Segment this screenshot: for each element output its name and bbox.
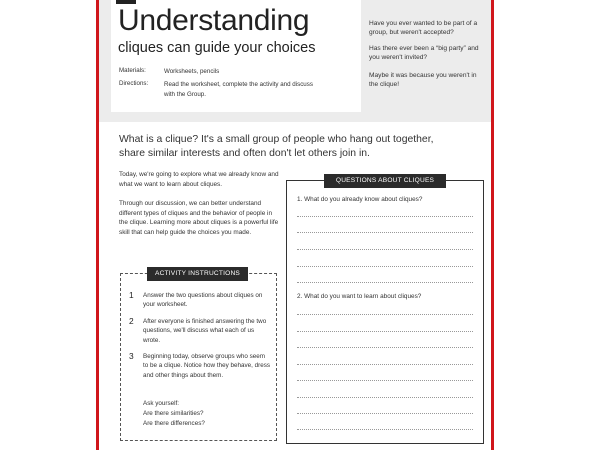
materials-label: Materials: bbox=[119, 67, 146, 74]
right-red-border bbox=[491, 0, 494, 450]
directions-value: Read the worksheet, complete the activity and discuss with the Group. bbox=[164, 81, 313, 98]
directions-label: Directions: bbox=[119, 80, 149, 87]
step-number-3: 3 bbox=[129, 351, 134, 361]
step-text-3: Beginning today, observe groups who seem to be a clique. Notice how they behave, dress and other things about them. bbox=[143, 353, 271, 379]
ask-yourself-label: Ask yourself: bbox=[143, 400, 180, 407]
side-question-2: Has there ever been a “big party” and you weren't invited? bbox=[369, 45, 479, 62]
questions-box bbox=[286, 180, 484, 444]
answer-line[interactable] bbox=[297, 266, 473, 267]
answer-line[interactable] bbox=[297, 282, 473, 283]
answer-line[interactable] bbox=[297, 314, 473, 315]
answer-line[interactable] bbox=[297, 364, 473, 365]
question-2: 2. What do you want to learn about cliques? bbox=[297, 293, 422, 300]
ask-question-2: Are there differences? bbox=[143, 420, 205, 427]
page-subtitle: cliques can guide your choices bbox=[118, 40, 316, 56]
side-question-1: Have you ever wanted to be part of a group, but weren't accepted? bbox=[369, 20, 478, 37]
intro-text: What is a clique? It's a small group of people who hang out together, share similar interests and often don't let others join in. bbox=[119, 134, 434, 159]
answer-line[interactable] bbox=[297, 429, 473, 430]
answer-line[interactable] bbox=[297, 216, 473, 217]
step-number-2: 2 bbox=[129, 316, 134, 326]
page-title: Understanding bbox=[118, 4, 310, 37]
paragraph-1: Today, we're going to explore what we already know and what we want to learn about cliques. bbox=[119, 171, 279, 188]
answer-line[interactable] bbox=[297, 232, 473, 233]
questions-label: QUESTIONS ABOUT CLIQUES bbox=[324, 174, 446, 188]
materials-value: Worksheets, pencils bbox=[164, 68, 220, 75]
side-question-3: Maybe it was because you weren't in the clique! bbox=[369, 72, 477, 89]
answer-line[interactable] bbox=[297, 249, 473, 250]
answer-line[interactable] bbox=[297, 347, 473, 348]
answer-line[interactable] bbox=[297, 413, 473, 414]
answer-line[interactable] bbox=[297, 397, 473, 398]
activity-instructions-label: ACTIVITY INSTRUCTIONS bbox=[147, 267, 248, 281]
answer-line[interactable] bbox=[297, 380, 473, 381]
step-number-1: 1 bbox=[129, 290, 134, 300]
answer-line[interactable] bbox=[297, 331, 473, 332]
step-text-2: After everyone is finished answering the two questions, we'll discuss what each of us wrote. bbox=[143, 318, 267, 344]
paragraph-2: Through our discussion, we can better understand different types of cliques and the behavior of people in the clique. Learning more about cliques is a powerful life skill that can help guide the choices you made. bbox=[119, 200, 279, 236]
step-text-1: Answer the two questions about cliques on your worksheet. bbox=[143, 292, 263, 309]
ask-question-1: Are there similarities? bbox=[143, 410, 204, 417]
question-1: 1. What do you already know about cliques? bbox=[297, 196, 423, 203]
